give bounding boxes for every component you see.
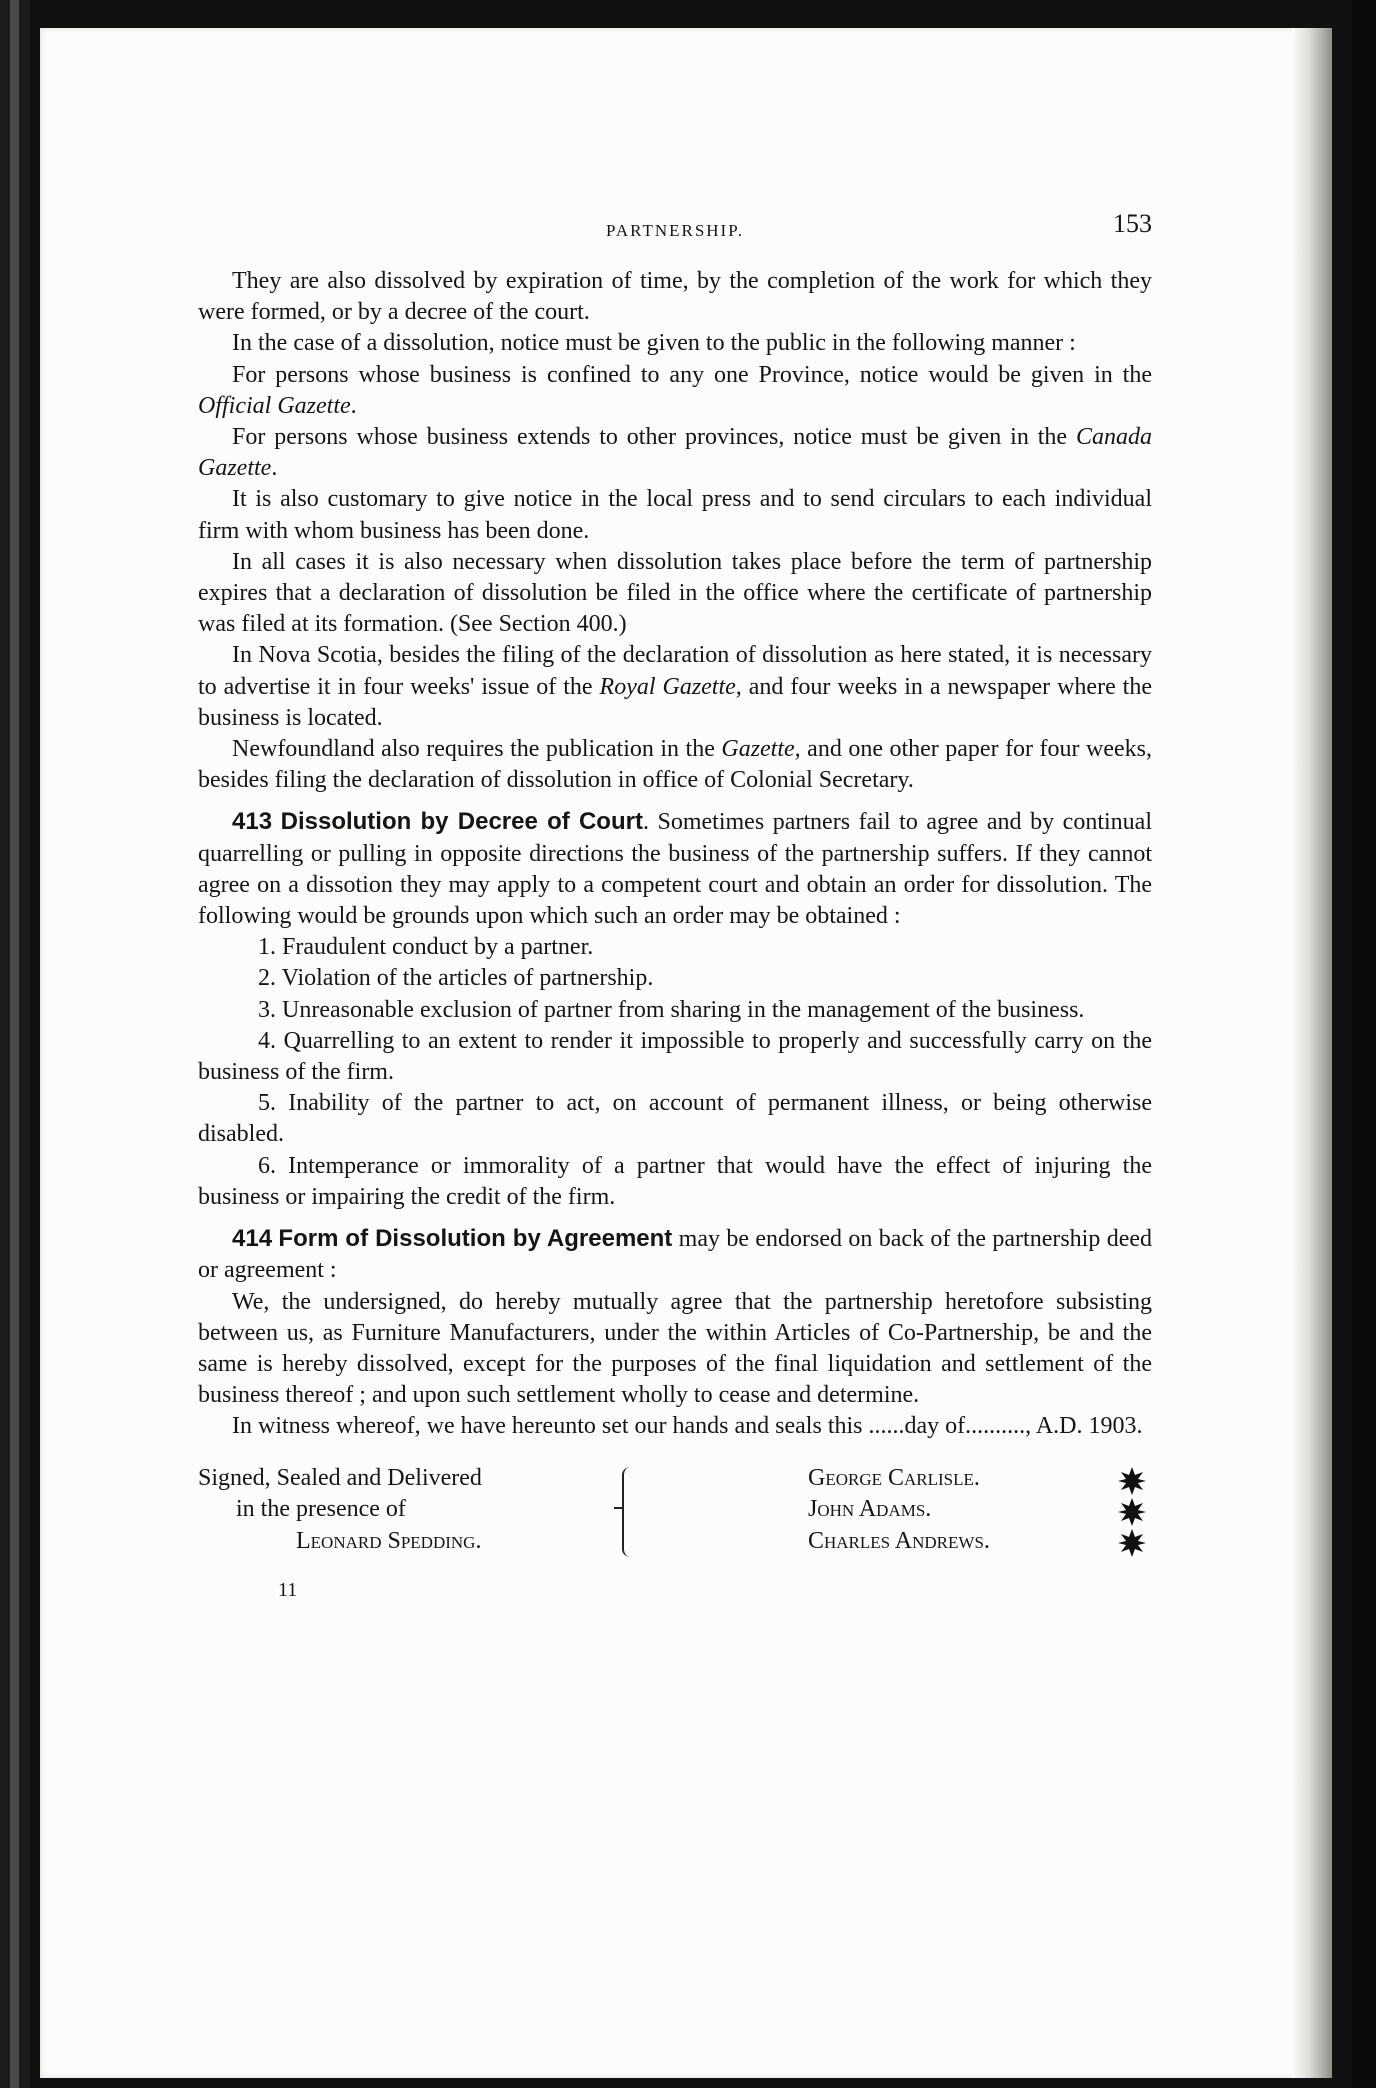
attestation-line: in the presence of <box>236 1496 406 1523</box>
section-414: 414 Form of Dissolution by Agreement may be endorsed on back of the partnership deed or agreement : <box>198 1225 1153 1284</box>
paragraph-all-cases: In all cases it is also necessary when dissolution takes place before the term of partnership expires that a declaration of dissolution be filed in the office where the certificate of partnership was filed at its formation. (See Section 400.) <box>198 548 1152 638</box>
signature-block <box>198 1463 1152 1601</box>
seal-icon <box>1118 1467 1146 1495</box>
seals-column <box>1118 1467 1152 1560</box>
book-page <box>40 28 1332 2078</box>
attestation-line: Signed, Sealed and Delivered <box>198 1464 482 1491</box>
signer-name: George Carlisle. <box>808 1464 980 1491</box>
section-number: 413 <box>232 808 273 836</box>
paragraph-official-gazette: For persons whose business is confined to any one Province, notice would be given in the Official Gazette. <box>198 361 1152 419</box>
list-item: 2. Violation of the articles of partnership. <box>258 965 654 992</box>
list-item: 3. Unreasonable exclusion of partner from sharing in the management of the business. <box>258 996 1085 1023</box>
agreement-text: We, the undersigned, do hereby mutually agree that the partnership heretofore subsisting between us, as Furniture Manufacturers, under the within Articles of Co-Partnership, be and the same is hereby dissolved, except for the purposes of the final liquidation and settlement of the business thereof ; and upon such settlement wholly to cease and determine. <box>198 1288 1152 1409</box>
signer-name: Charles Andrews. <box>808 1527 990 1554</box>
paragraph-notice: In the case of a dissolution, notice must be given to the public in the following manner : <box>232 330 1076 357</box>
paragraph-newfoundland: Newfoundland also requires the publication in the Gazette, and one other paper for four weeks, besides filing the declaration of dissolution in office of Colonial Secretary. <box>198 736 1153 794</box>
section-heading: Dissolution by Decree of Court <box>280 808 643 836</box>
witness-attestation <box>198 1463 618 1558</box>
section-heading: Form of Dissolution by Agreement <box>278 1225 673 1253</box>
witness-clause: In witness whereof, we have hereunto set our hands and seals this ......day of.........., A.D. 1903. <box>232 1413 1143 1440</box>
running-title: PARTNERSHIP. <box>605 221 745 240</box>
text-column <box>198 28 1152 1601</box>
list-item: 5. Inability of the partner to act, on account of permanent illness, or being otherwise disabled. <box>198 1090 1152 1148</box>
paragraph-canada-gazette: For persons whose business extends to other provinces, notice must be given in the Canada Gazette. <box>198 424 1152 482</box>
paragraph-nova-scotia: In Nova Scotia, besides the filing of the declaration of dissolution as here stated, it is necessary to advertise it in four weeks' issue of the Royal Gazette, and four weeks in a newspaper where the business is located. <box>198 642 1152 731</box>
signers-list <box>808 1463 1108 1558</box>
left-page-edge <box>0 0 30 2088</box>
brace-icon <box>622 1467 632 1557</box>
section-413: 413 Dissolution by Decree of Court. Sometimes partners fail to agree and by continual quarrelling or pulling in opposite directions the business of the partnership suffers. If they cannot agree on a dissotion they may apply to a competent court and obtain an order for dissolution. The following would be grounds upon which such an order may be obtained : <box>198 808 1152 930</box>
paragraph-local-press: It is also customary to give notice in the local press and to send circulars to each individual firm with whom business has been done. <box>198 486 1152 544</box>
list-item: 6. Intemperance or immorality of a partner that would have the effect of injuring the business or impairing the credit of the firm. <box>198 1152 1152 1210</box>
seal-icon <box>1118 1498 1146 1526</box>
page-number: 153 <box>1113 209 1152 238</box>
right-page-edge <box>1352 0 1376 2088</box>
section-number: 414 <box>232 1225 273 1253</box>
signer-name: John Adams. <box>808 1496 932 1523</box>
witness-name: Leonard Spedding. <box>296 1527 482 1554</box>
list-item: 4. Quarrelling to an extent to render it impossible to properly and successfully carry on the business of the firm. <box>198 1027 1152 1086</box>
running-header <box>198 206 1152 246</box>
page-gutter-shadow <box>1292 28 1332 2078</box>
list-item: 1. Fraudulent conduct by a partner. <box>258 934 594 961</box>
folio-number: 11 <box>278 1578 298 1601</box>
paragraph-expiration: They are also dissolved by expiration of time, by the completion of the work for which they were formed, or by a decree of the court. <box>198 268 1152 326</box>
seal-icon <box>1118 1529 1146 1557</box>
